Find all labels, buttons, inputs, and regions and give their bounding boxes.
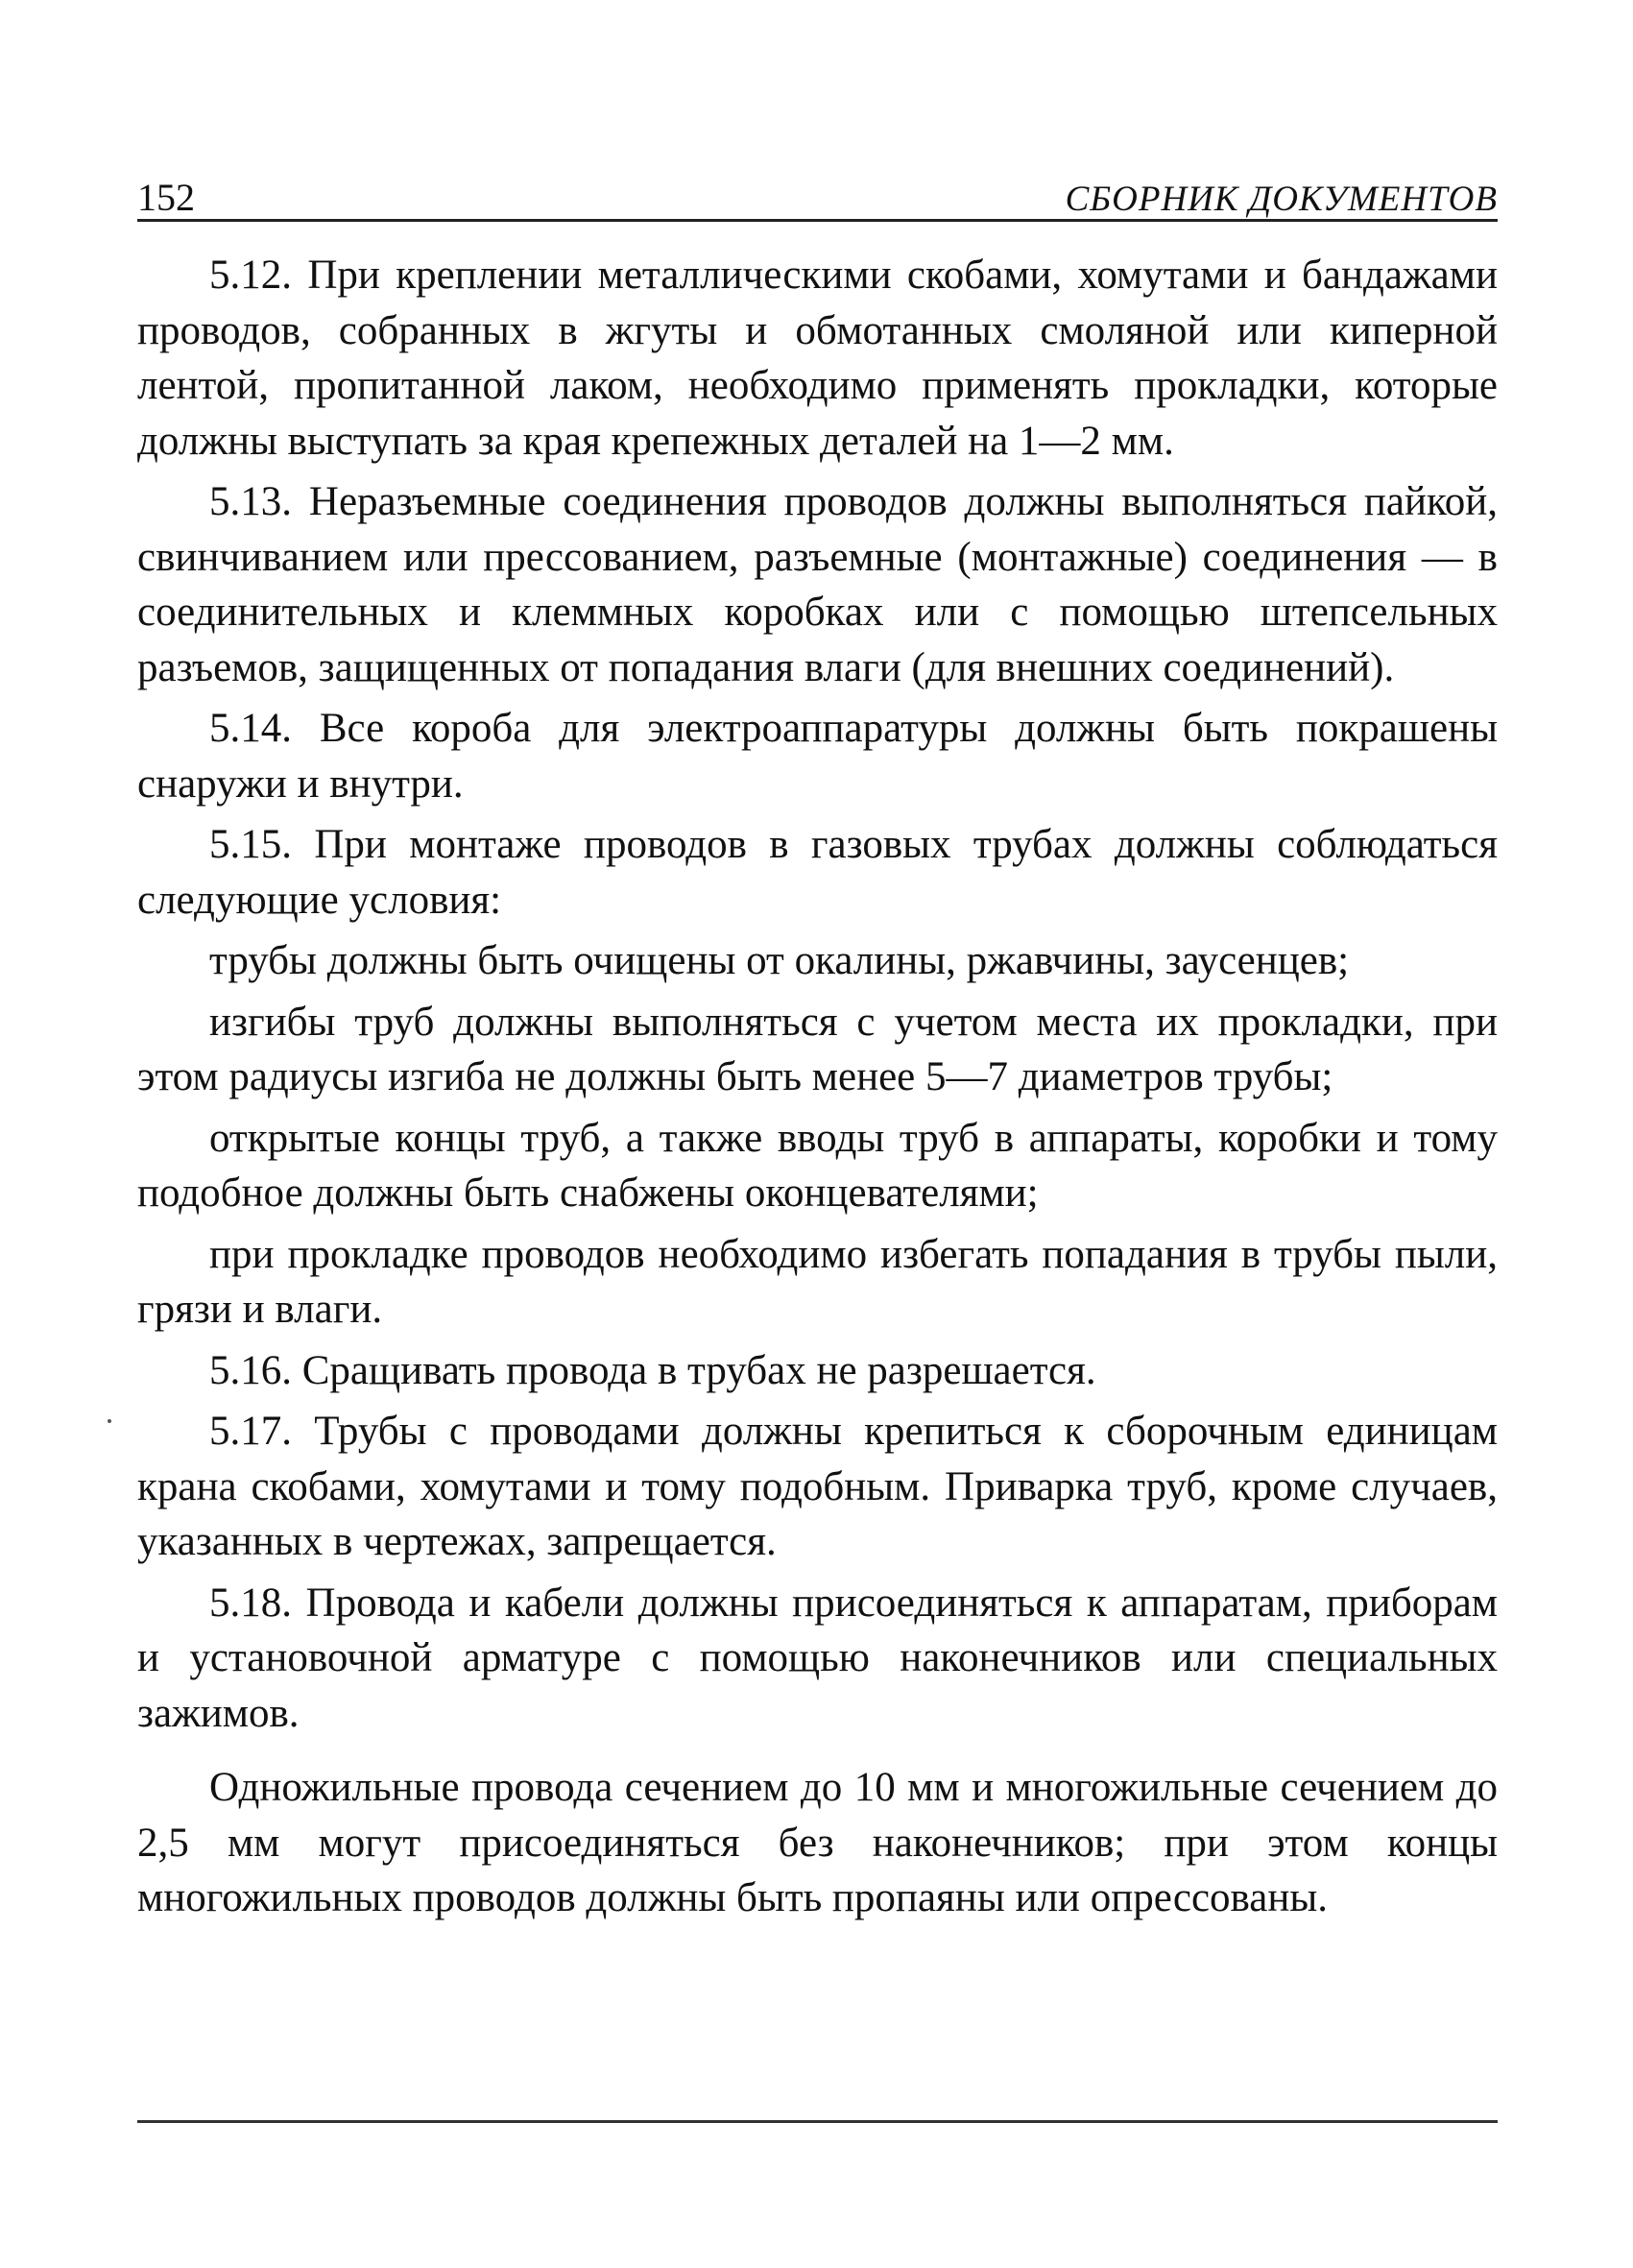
header-rule — [137, 219, 1498, 222]
paragraph-5-12: 5.12. При креплении металлическими скобами, хомутами и бандажами проводов, собранных в жгуты и обмотанных смоляной или киперной лентой, пропитанной лаком, необходимо применять прокладки, которые должны выступать за края крепежных деталей на 1—2 мм. — [137, 253, 1498, 464]
paragraph-5-18-continued: Одножильные провода сечением до 10 мм и многожильные сечением до 2,5 мм могут присоединяться без наконечников; при этом концы многожильных проводов должны быть пропаяны или опрессованы. — [137, 1765, 1498, 1920]
footer-rule — [137, 2120, 1498, 2123]
body-text — [137, 248, 1498, 1932]
condition-item-3: открытые концы труб, а также вводы труб в аппараты, коробки и тому подобное должны быть снабжены оконцевателями; — [137, 1115, 1498, 1216]
paragraph-5-14: 5.14. Все короба для электроаппаратуры должны быть покрашены снаружи и внутри. — [137, 706, 1498, 807]
paragraph-5-18: 5.18. Провода и кабели должны присоединяться к аппаратам, приборам и установочной арматуре с помощью наконечников или специальных зажимов. — [137, 1580, 1498, 1736]
page-header — [137, 163, 1498, 223]
paragraph-5-15: 5.15. При монтаже проводов в газовых трубах должны соблюдаться следующие условия: — [137, 822, 1498, 923]
scan-speck — [108, 1419, 111, 1423]
paragraph-5-17: 5.17. Трубы с проводами должны крепиться к сборочным единицам крана скобами, хомутами и тому подобным. Приварка труб, кроме случаев, указанных в чертежах, запрещается. — [137, 1409, 1498, 1564]
paragraph-5-16: 5.16. Сращивать провода в трубах не разрешается. — [209, 1347, 1096, 1393]
running-title: СБОРНИК ДОКУМЕНТОВ — [1065, 180, 1498, 219]
condition-item-1: трубы должны быть очищены от окалины, ржавчины, заусенцев; — [209, 938, 1350, 983]
condition-item-2: изгибы труб должны выполняться с учетом места их прокладки, при этом радиусы изгиба не должны быть менее 5—7 диаметров трубы; — [137, 999, 1498, 1099]
condition-item-4: при прокладке проводов необходимо избегать попадания в трубы пыли, грязи и влаги. — [137, 1231, 1498, 1332]
paragraph-5-13: 5.13. Неразъемные соединения проводов должны выполняться пайкой, свинчиванием или прессованием, разъемные (монтажные) соединения — в соединительных и клеммных коробках или с помощью штепсельных разъемов, защищенных от попадания влаги (для внешних соединений). — [137, 479, 1498, 690]
page-number: 152 — [137, 176, 195, 219]
